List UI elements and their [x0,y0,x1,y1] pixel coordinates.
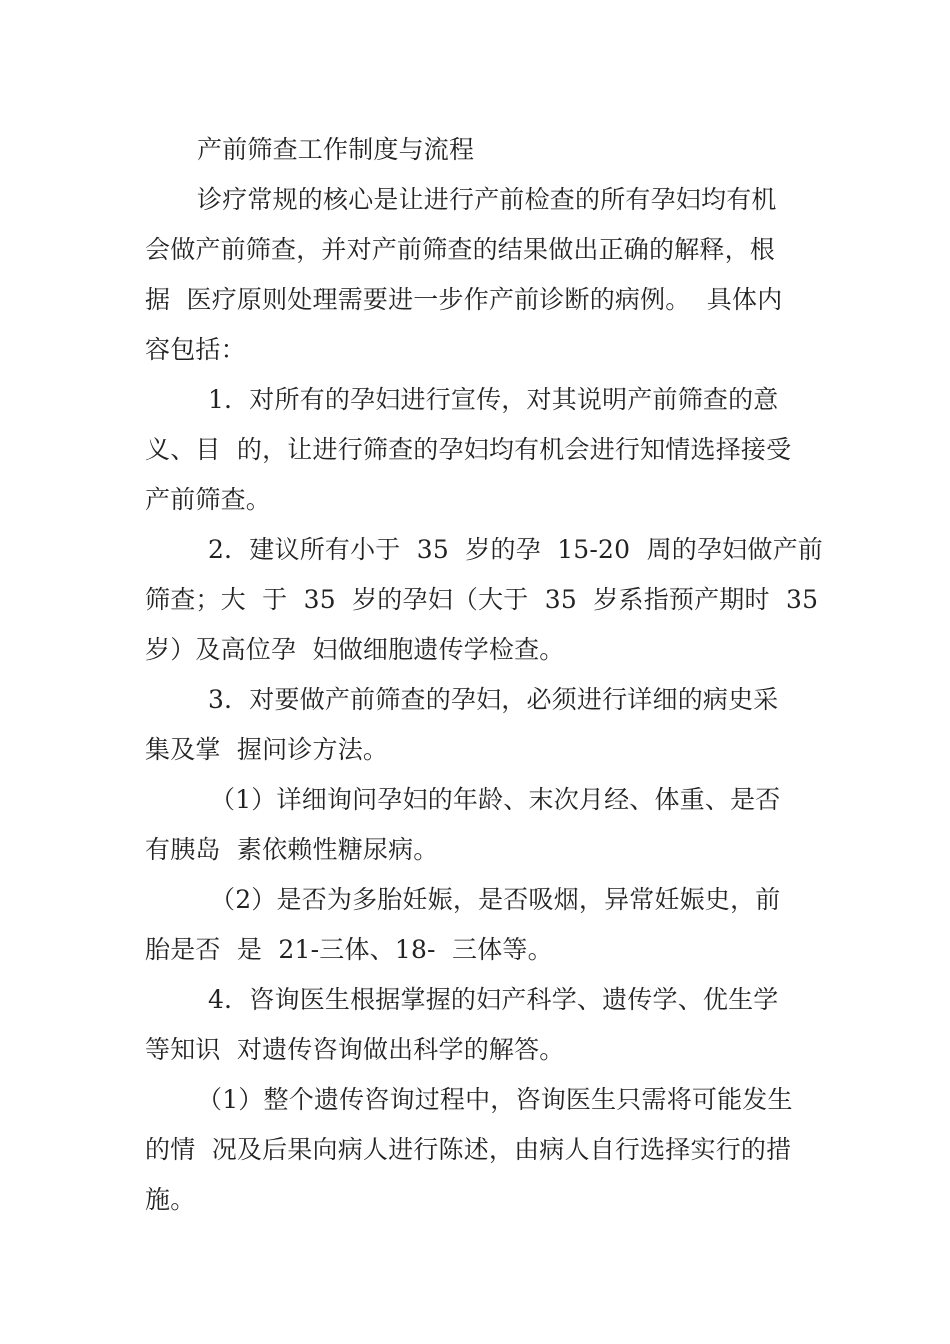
item3-sub2-line: 胎是否 是 21-三体、18- 三体等。 [145,935,553,964]
intro-line: 据 医疗原则处理需要进一步作产前诊断的病例。 具体内 [145,285,783,314]
item4-line: 4．咨询医生根据掌握的妇产科学、遗传学、优生学 [208,985,779,1014]
document-title: 产前筛查工作制度与流程 [197,135,475,164]
intro-line: 诊疗常规的核心是让进行产前检查的所有孕妇均有机 [197,185,777,214]
item1-line: 义、目 的，让进行筛查的孕妇均有机会进行知情选择接受 [145,435,792,464]
item2-line: 筛查；大 于 35 岁的孕妇（大于 35 岁系指预产期时 35 [145,585,819,614]
intro-line: 会做产前筛查，并对产前筛查的结果做出正确的解释，根 [145,235,776,264]
item3-line: 3．对要做产前筛查的孕妇，必须进行详细的病史采 [208,685,779,714]
item1-line: 1．对所有的孕妇进行宣传，对其说明产前筛查的意 [208,385,779,414]
item3-sub1-line: （1）详细询问孕妇的年龄、末次月经、体重、是否 [210,785,781,814]
item1-line: 产前筛查。 [145,485,272,514]
item4-sub1-line: 的情 况及后果向病人进行陈述，由病人自行选择实行的措 [145,1135,792,1164]
item3-sub1-line: 有胰岛 素依赖性糖尿病。 [145,835,439,864]
item4-sub1-line: 施。 [145,1185,196,1214]
item2-line: 岁）及高位孕 妇做细胞遗传学检查。 [145,635,565,664]
intro-line: 容包括： [145,335,246,364]
item2-line: 2．建议所有小于 35 岁的孕 15-20 周的孕妇做产前 [208,535,823,564]
item4-line: 等知识 对遗传咨询做出科学的解答。 [145,1035,565,1064]
item3-line: 集及掌 握问诊方法。 [145,735,389,764]
item4-sub1-line: （1）整个遗传咨询过程中，咨询医生只需将可能发生 [197,1085,793,1114]
item3-sub2-line: （2）是否为多胎妊娠，是否吸烟，异常妊娠史，前 [210,885,781,914]
